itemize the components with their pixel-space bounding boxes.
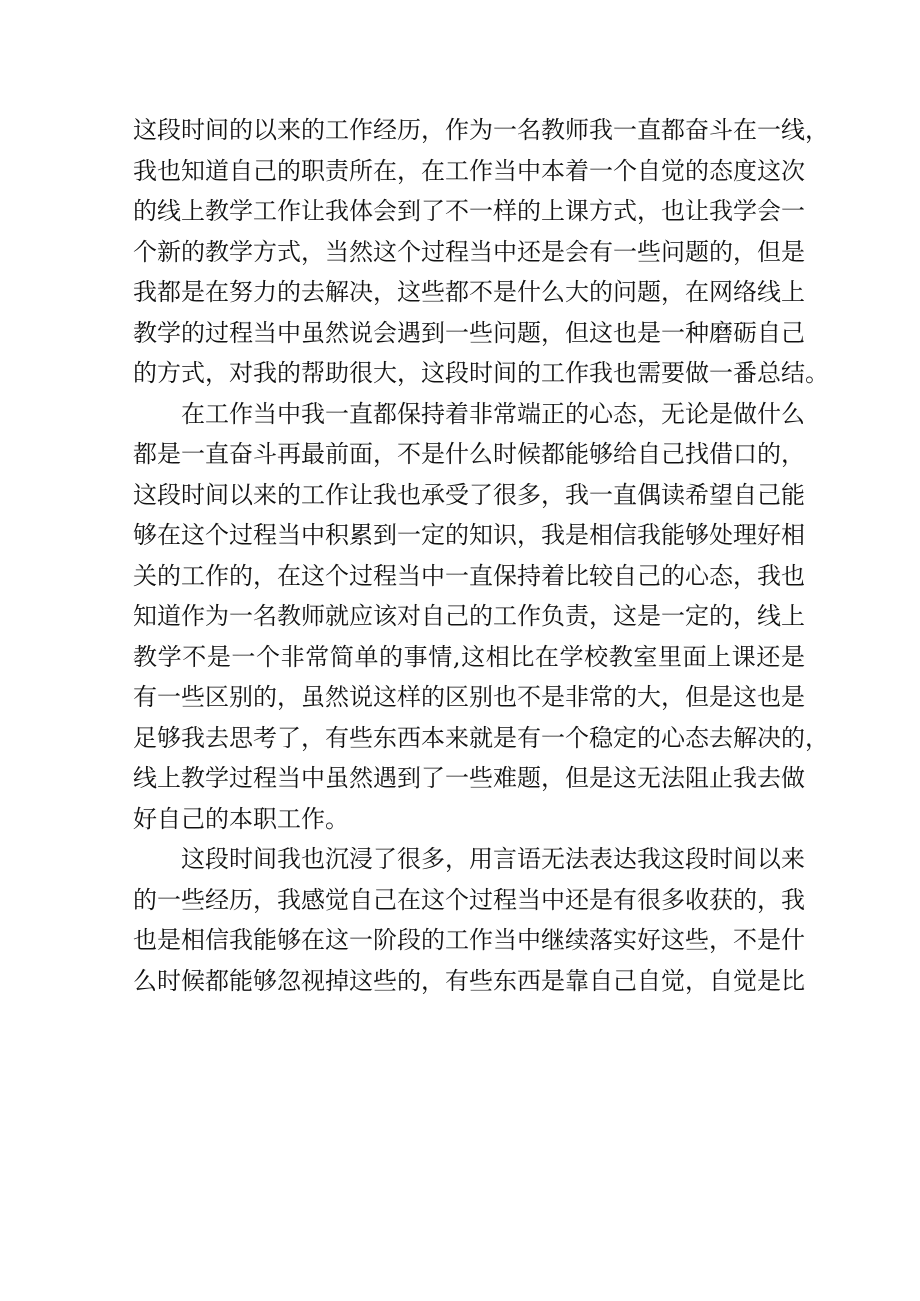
paragraph-start-line: 在工作当中我一直都保持着非常端正的心态，无论是做什么 (181, 399, 805, 428)
text-line: 这段时间以来的工作让我也承受了很多，我一直偶读希望自己能 (133, 480, 805, 509)
document-body (133, 110, 829, 1001)
paragraph-start-line: 这段时间我也沉浸了很多，用言语无法表达我这段时间以来 (181, 845, 805, 873)
text-line: 好自己的本职工作。 (133, 804, 349, 833)
text-line: 个新的教学方式，当然这个过程当中还是会有一些问题的，但是 (133, 237, 805, 266)
text-line: 够在这个过程当中积累到一定的知识，我是相信我能够处理好相 (133, 521, 805, 549)
text-line: 有一些区别的，虽然说这样的区别也不是非常的大，但是这也是 (133, 683, 805, 711)
text-line: 也是相信我能够在这一阶段的工作当中继续落实好这些，不是什 (133, 926, 805, 954)
text-line: 的方式，对我的帮助很大，这段时间的工作我也需要做一番总结。 (133, 359, 829, 387)
text-line: 教学的过程当中虽然说会遇到一些问题，但这也是一种磨砺自己 (133, 318, 805, 347)
text-line: 的线上教学工作让我体会到了不一样的上课方式，也让我学会一 (133, 197, 805, 225)
text-line: 的一些经历，我感觉自己在这个过程当中还是有很多收获的，我 (133, 885, 805, 914)
text-line: 足够我去思考了，有些东西本来就是有一个稳定的心态去解决的， (133, 723, 829, 752)
text-line: 这段时间的以来的工作经历，作为一名教师我一直都奋斗在一线， (133, 116, 829, 144)
text-line: 我也知道自己的职责所在，在工作当中本着一个自觉的态度这次 (133, 156, 805, 185)
text-line: 都是一直奋斗再最前面，不是什么时候都能够给自己找借口的， (133, 440, 805, 468)
text-line: 么时候都能够忽视掉这些的，有些东西是靠自己自觉，自觉是比 (133, 966, 805, 995)
text-line: 线上教学过程当中虽然遇到了一些难题，但是这无法阻止我去做 (133, 764, 805, 792)
text-line: 我都是在努力的去解决，这些都不是什么大的问题，在网络线上 (133, 278, 805, 306)
text-line: 关的工作的，在这个过程当中一直保持着比较自己的心态，我也 (133, 561, 805, 590)
text-line: 知道作为一名教师就应该对自己的工作负责，这是一定的，线上 (133, 602, 805, 630)
text-line: 教学不是一个非常简单的事情,这相比在学校教室里面上课还是 (133, 642, 805, 671)
